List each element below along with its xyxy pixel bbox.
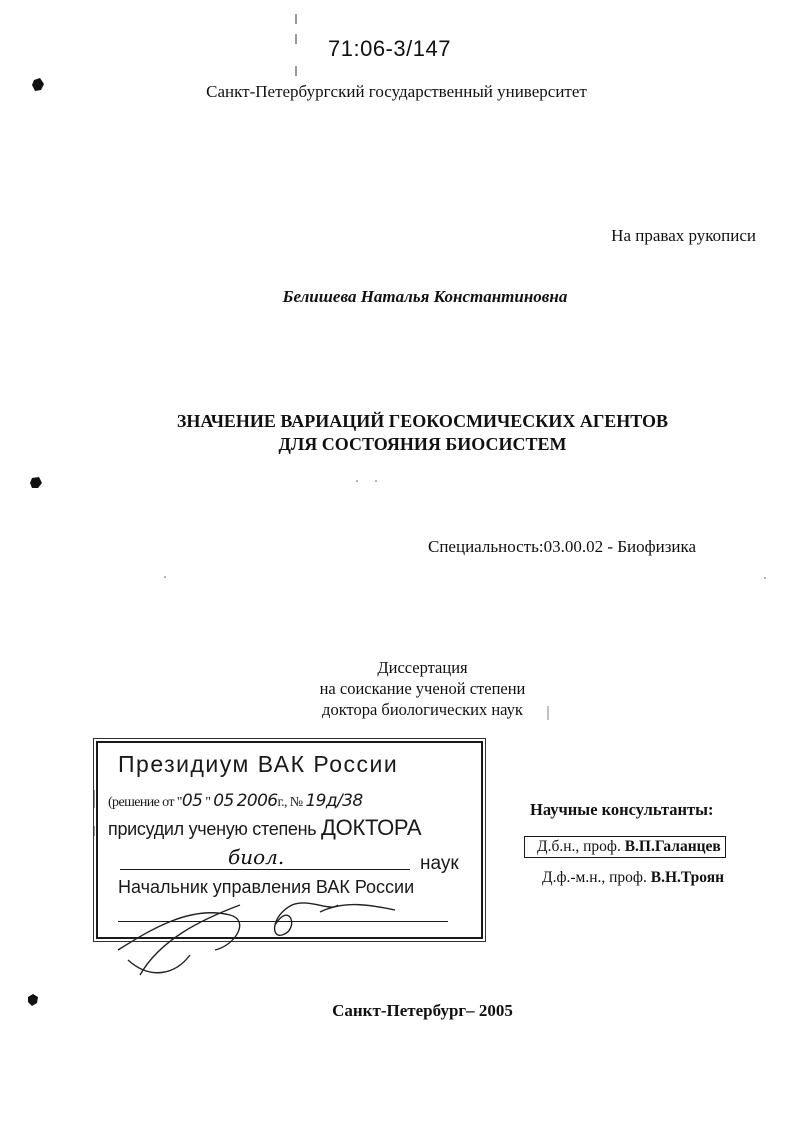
punch-hole-mark xyxy=(32,78,44,91)
university-name: Санкт-Петербургский государственный университет xyxy=(206,82,587,101)
punch-hole-mark xyxy=(30,477,42,488)
registration-code: 71:06-3/147 xyxy=(328,36,451,61)
decision-year: 2006 xyxy=(236,791,278,811)
specialty-line: Специальность:03.00.02 - Биофизика xyxy=(428,537,697,556)
awarded-prefix: присудил ученую степень xyxy=(108,819,317,839)
title-line-2: ДЛЯ СОСТОЯНИЯ БИОСИСТЕМ xyxy=(278,434,567,454)
scan-dot xyxy=(764,577,766,579)
stamp-chief: Начальник управления ВАК России xyxy=(118,877,415,897)
author-name: Белишева Наталья Константиновна xyxy=(282,287,568,306)
consultant-second-name: В.Н.Троян xyxy=(650,869,725,886)
dissertation-line-3: доктора биологических наук xyxy=(322,700,523,719)
consultants-label: Научные консультанты: xyxy=(530,800,714,819)
stamp-science-handwritten: биол. xyxy=(228,845,285,869)
scan-dot xyxy=(164,576,166,578)
awarded-degree: ДОКТОРА xyxy=(321,815,422,840)
scan-dot xyxy=(375,480,377,482)
stamp-science-suffix: наук xyxy=(420,853,459,874)
consultant-first-degree: Д.б.н., проф. xyxy=(537,838,621,855)
handwritten-signature xyxy=(118,905,240,975)
decision-number: 19д/38 xyxy=(305,791,363,811)
dissertation-line-1: Диссертация xyxy=(377,658,468,677)
stamp-title: Президиум ВАК России xyxy=(118,751,399,777)
rights-note: На правах рукописи xyxy=(611,226,756,245)
scan-dot xyxy=(356,480,358,482)
decision-month: 05 xyxy=(213,791,234,811)
decision-mid: " xyxy=(205,795,211,810)
city-year: Санкт-Петербург– 2005 xyxy=(332,1001,513,1020)
title-line-1: ЗНАЧЕНИЕ ВАРИАЦИЙ ГЕОКОСМИЧЕСКИХ АГЕНТОВ xyxy=(176,411,669,431)
handwritten-signature xyxy=(275,903,395,935)
consultant-first-name: В.П.Галанцев xyxy=(624,838,721,855)
dissertation-line-2: на соискание ученой степени xyxy=(319,679,526,698)
decision-year-suffix: г., № xyxy=(277,795,303,810)
punch-hole-mark xyxy=(28,994,38,1006)
decision-day: 05 xyxy=(181,791,203,811)
decision-prefix: (решение от " xyxy=(108,795,182,810)
consultant-second-degree: Д.ф.-м.н., проф. xyxy=(542,869,647,886)
